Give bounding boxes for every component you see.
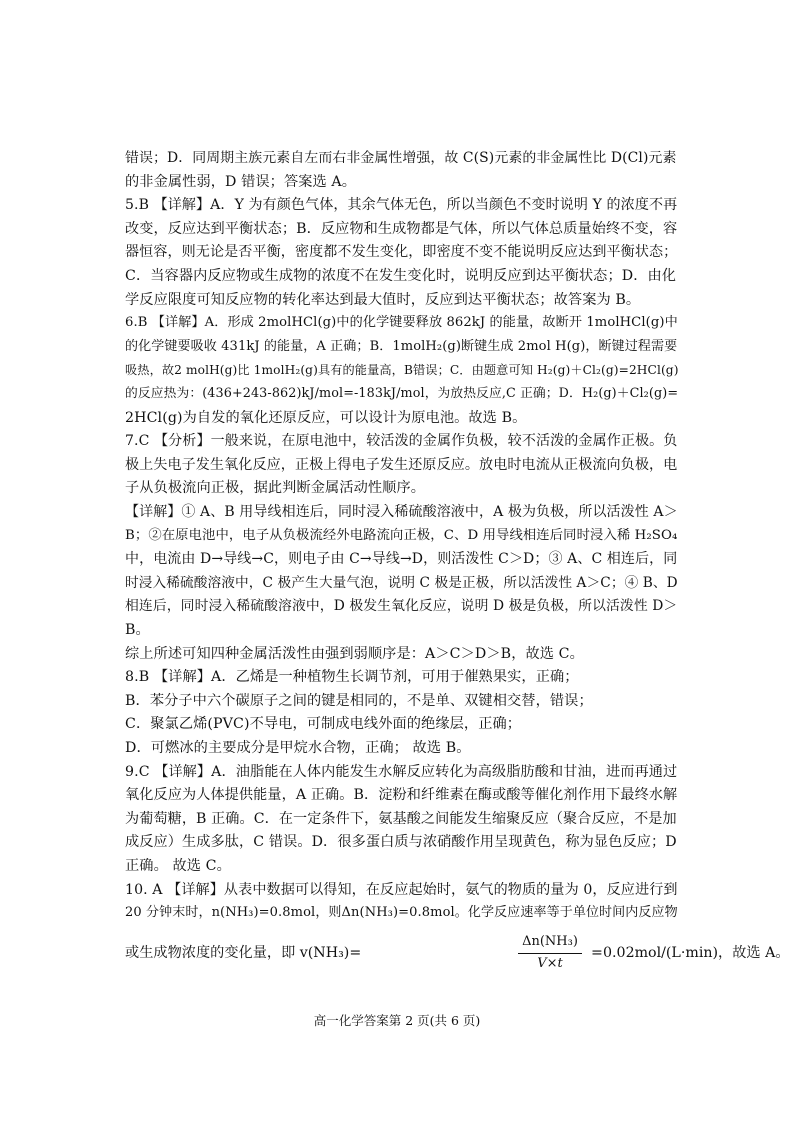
text-line: D．可燃冰的主要成分是甲烷水合物，正确； 故选 B。 — [125, 740, 471, 756]
text-line: 正确。 故选 C。 — [125, 858, 231, 874]
page-footer: 高一化学答案第 2 页(共 6 页) — [313, 1013, 481, 1028]
text-line: 时浸入稀硫酸溶液中，C 极产生大量气泡，说明 C 极是正极，所以活泼性 A＞C；④ B、D — [125, 574, 678, 591]
text-line: 子从负极流向正极，据此判断金属活动性顺序。 — [125, 480, 426, 497]
rate-formula-line — [125, 930, 790, 976]
text-line: 20 分钟末时，n(NH₃)=0.8mol，则Δn(NH₃)=0.8mol。化学反应速率等于单位时间内反应物 — [125, 905, 678, 921]
text-line: 器恒容，则无论是否平衡，密度都不发生变化，即密度不变不能说明反应达到平衡状态； — [125, 244, 678, 261]
text-line: 的反应热为：(436+243-862)kJ/mol=-183kJ/mol，为放热反应,C 正确；D．H₂(g)＋Cl₂(g)= — [125, 386, 679, 401]
text-line: 成反应）生成多肽，C 错误。D．很多蛋白质与浓硝酸作用呈现黄色，称为显色反应；D — [125, 834, 677, 851]
text-line: B；②在原电池中，电子从负极流经外电路流向正极，C、D 用导线相连后同时浸入稀 H₂SO₄ — [125, 527, 678, 543]
text-line: C．当容器内反应物或生成物的浓度不在发生变化时，说明反应到达平衡状态；D．由化 — [125, 268, 677, 284]
text-line: 错误；D．同周期主族元素自左而右非金属性增强，故 C(S)元素的非金属性比 D(Cl)元素 — [125, 150, 677, 166]
text-line: 2HCl(g)为自发的氧化还原反应，可以设计为原电池。故选 B。 — [125, 409, 527, 426]
text-line: 8.B 【详解】A．乙烯是一种植物生长调节剂，可用于催熟果实，正确； — [125, 669, 579, 686]
text-line: 7.C 【分析】一般来说，在原电池中，较活泼的金属作负极，较不活泼的金属作正极。负 — [125, 433, 678, 450]
text-line: 9.C 【详解】A．油脂能在人体内能发生水解反应转化为高级脂肪酸和甘油，进而再通过 — [125, 763, 678, 780]
fraction-numerator: Δn(NH₃) — [522, 934, 578, 949]
formula-equals: = — [591, 945, 603, 961]
text-line: B．苯分子中六个碳原子之间的键是相同的，不是单、双键相交替，错误； — [125, 692, 593, 709]
fraction-bar — [518, 953, 582, 954]
fraction-denominator: V×t — [537, 956, 563, 971]
text-line: 吸热，故2 molH(g)比 1molH₂(g)具有的能量高，B错误；C．由题意可知 H₂(g)＋Cl₂(g)=2HCl(g) — [125, 363, 679, 378]
text-line: B。 — [125, 622, 150, 638]
text-line: 氧化反应为人体提供能量，A 正确。B．淀粉和纤维素在酶或酸等催化剂作用下最终水解 — [125, 787, 678, 804]
text-line: 中，电流由 D→导线→C，则电子由 C→导线→D，则活泼性 C＞D；③ A、C 相连后，同 — [125, 551, 678, 568]
text-line: 10. A 【详解】从表中数据可以得知，在反应起始时，氨气的物质的量为 0，反应进行到 — [125, 881, 678, 898]
text-line: 为葡萄糖，B 正确。C．在一定条件下，氨基酸之间能发生缩聚反应（聚合反应，不是加 — [125, 810, 677, 827]
text-line: 5.B 【详解】A．Y 为有颜色气体，其余气体无色，所以当颜色不变时说明 Y 的浓度不再 — [125, 197, 678, 214]
text-line: 6.B 【详解】A．形成 2molHCl(g)中的化学键要释放 862kJ 的能量，故断开 1molHCl(g)中 — [125, 315, 678, 331]
formula-suffix: 0.02mol/(L·min)，故选 A。 — [603, 945, 790, 961]
text-line: 的非金属性弱，D 错误；答案选 A。 — [125, 173, 357, 190]
text-line: C．聚氯乙烯(PVC)不导电，可制成电线外面的绝缘层，正确； — [125, 716, 522, 733]
text-line: 【详解】① A、B 用导线相连后，同时浸入稀硫酸溶液中，A 极为负极，所以活泼性 A＞ — [125, 504, 678, 520]
text-line: 改变，反应达到平衡状态；B．反应物和生成物都是气体，所以气体总质量始终不变，容 — [125, 220, 678, 237]
text-line: 相连后，同时浸入稀硫酸溶液中，D 极发生氧化反应，说明 D 极是负极，所以活泼性 D＞ — [125, 598, 678, 615]
text-line: 学反应限度可知反应物的转化率达到最大值时，反应到达平衡状态；故答案为 B。 — [125, 291, 641, 308]
text-line: 极上失电子发生氧化反应，正极上得电子发生还原反应。放电时电流从正极流向负极，电 — [125, 456, 678, 473]
text-line: 综上所述可知四种金属活泼性由强到弱顺序是：A＞C＞D＞B，故选 C。 — [125, 645, 584, 662]
rate-fraction — [514, 932, 586, 974]
formula-prefix: 或生成物浓度的变化量，即 v(NH₃)= — [125, 945, 362, 961]
text-line: 的化学键要吸收 431kJ 的能量，A 正确；B．1molH₂(g)断键生成 2mol H(g)，断键过程需要 — [125, 338, 678, 354]
